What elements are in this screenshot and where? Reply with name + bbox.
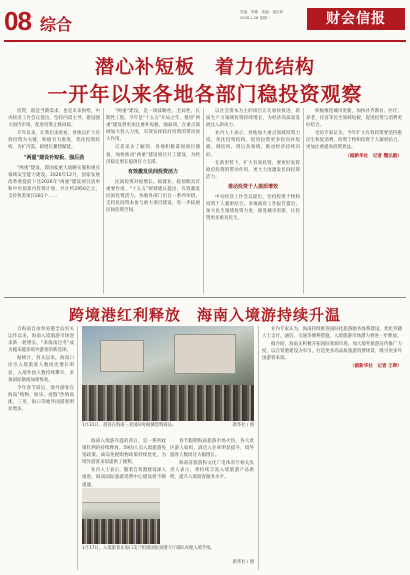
article1-col2-text [106, 108, 200, 214]
editor-line: 责编：李娜 美编：唐巨新 [240, 10, 284, 14]
paragraph: 海南省旅游和文化广电体育厅相关负责人表示，将持续丰富入境旅游产品供给，提升入境游客服务水平。 [170, 461, 254, 481]
paragraph: 受访专家认为，今年扩大有效投资要坚持惠民生和促消费、投资于物和投资于人紧密结合，更加注重提高投资效益。 [306, 131, 402, 151]
paragraph: 海南入境游升温的背后，是一系列政策红利的持续释放。59国人员入境旅游免签政策、离岛免税购物政策持续优化，为境外游客来琼提供了便利。 [82, 439, 166, 466]
ceiling-shape [82, 488, 160, 503]
paragraph: 记者采访了解到，各地积极谋划项目储备，加快推动"两重"建设项目开工建设，为经济稳定增长提供有力支撑。 [106, 145, 200, 165]
paragraph: 业内人士表示，各地加大重点领域投资力度，优化投资结构，促进投资更多投向补短板、调结构、增后劲领域，推动经济持续向好。 [206, 131, 300, 158]
photo2-caption: 1月17日，入境旅客在海口美兰机场国际到港大厅排队办理入境手续。 [82, 546, 215, 551]
column-divider [103, 108, 104, 294]
tourists-photo [82, 326, 254, 421]
subheading: "两重"建设补短板、强后劲 [23, 154, 85, 161]
paragraph: "两重"建设，即国家重大战略实施和重点领域安全能力建设。2026年12月，国家发展改革委提前下达2026年"两重"建设项目清单和中央预算内投资计划，共计约2950亿元，支持各类项目281个…… [8, 165, 100, 199]
masthead-logo: 财会信报 [307, 8, 405, 30]
article2-col1-text [8, 326, 74, 413]
article1-byline: （据新华社 记者 魏弘毅） [345, 153, 402, 159]
page-header [0, 0, 410, 44]
photo1-caption: 1月31日，游客在海南三亚国际免税城选购商品。 [82, 423, 177, 428]
paragraph: 业内人士表示，随着自贸港建设深入推进，海南国际旅游消费中心建设将不断提速。 [82, 468, 166, 488]
article1-col4-text [306, 108, 402, 160]
article1-column-3 [206, 108, 300, 294]
photo2-credit: 新华社 / 图 [232, 560, 254, 565]
building-shape [100, 340, 144, 372]
header-divider [4, 40, 406, 42]
editor-meta [240, 9, 283, 21]
main-subheadline: 一开年以来各地各部门稳投资观察 [47, 82, 363, 106]
article1-col3-text [206, 108, 300, 222]
article2-column-4 [262, 326, 402, 570]
article2-column-3 [170, 438, 254, 484]
paragraph: 中央经济工作会议提出，坚持投资于物和投资于人紧密结合。多地政府工作报告提出，加大民生领域投资力度，推进城市更新，让投资更多惠及民生。 [206, 194, 300, 222]
main-headline: 潜心补短板 着力优结构 [94, 56, 315, 78]
subheading: 推动投资于人提质增效 [227, 183, 278, 190]
paragraph: 今年春节前后，境外游客在海南"购物、娱乐、度假"热情高涨，三亚、海口等地外国游客明显增多。 [8, 385, 74, 413]
article2-col4-text [262, 326, 402, 370]
section-title: 综合 [40, 15, 73, 34]
date-line: 2026.1.28 星期一 [240, 16, 271, 20]
section-divider [4, 297, 406, 298]
article2-headline: 跨境港红利释放 海南入境游持续升温 [68, 306, 341, 324]
paragraph: 以社会资本为主的项目正在加快推进，新质生产力领域投资持续增长，为经济高质量发展注入新动力。 [206, 109, 300, 129]
paragraph: 在新形势下，扩大有效投资，要更好发挥政府投资的带动作用，更大力度激发民间投资活力。 [206, 160, 300, 180]
article1-column-2 [106, 108, 200, 294]
paragraph: 积极推进城市更新，加快补齐教育、医疗、养老、托育等民生领域短板，促进投资与消费更好结合。 [306, 109, 402, 129]
subheading: 有效激发民间投资活力 [127, 168, 178, 175]
paragraph: 据介绍，海南正积极开拓国际客源市场，加大境外旅游宣传推广力度，以自贸港建设为牵引，打造更多高品质旅游消费场景，吸引更多外国游客来琼。 [262, 342, 402, 362]
paragraph: 春节假期海南旅游市场火热，各大景区游人如织，酒店入住率明显提升，境外游客人数同比大幅增长。 [170, 439, 254, 459]
paragraph: "两重"建设，是一项战略性、全局性、长期性工程。今年是"十五五"开局之年，推进"两重"建设将更加注重补短板、强弱项，在重点领域加大投入力度，有效发挥政府投资的带动放大作用。 [106, 109, 200, 143]
column-divider [77, 326, 78, 570]
article1-column-4 [306, 108, 402, 294]
paragraph: 投资，既是当期需求，也是未来供给，中央经济工作会议提出，坚持内需主导，建设强大国内市场，促进投资止跌回稳。 [8, 109, 100, 129]
crowd-shape [82, 519, 160, 544]
crowd-shape [82, 385, 254, 421]
building-shape [174, 334, 236, 374]
paragraph: 业内专家认为，海南持续推进国际化旅游服务体系建设，优化外籍人士支付、通信、交通等便利措施，入境旅游市场潜力将进一步释放。 [262, 327, 402, 340]
article2-col3-text [170, 438, 254, 482]
column-divider [203, 108, 204, 294]
arrival-hall-photo [82, 488, 160, 544]
page-number: 08 [4, 6, 31, 36]
column-divider [258, 326, 259, 570]
article2-column-1 [8, 326, 74, 570]
paragraph: 开年以来，让我们来看看，各地以扩大有效投资为关键，积极有为推进，优化投资结构，为扩内需、稳增长蓄势赋能。 [8, 131, 100, 151]
paragraph: 自海南自由贸易港全岛封关运作以来，海南入境旅游市场迎来新一轮增长，"来海南过冬"成为越来越多境外游客的新选择。 [8, 327, 74, 354]
article2-byline: （据新华社 记者 王晖） [349, 364, 402, 370]
photo1-credit: 新华社 / 图 [232, 423, 254, 428]
article2-col2-text [82, 438, 166, 489]
paragraph: 民间投资对稳增长、稳就业、稳预期具有重要作用。"十五五"规划建议提出，有效激发民间投资活力。各地各部门出台一系列举措，支持民间资本参与重大项目建设，进一步拓展民间投资空间。 [106, 179, 200, 214]
article1-column-1 [8, 108, 100, 294]
column-divider [303, 108, 304, 294]
paragraph: 据统计，封关以来，海南口岸出入境旅客人数同比增长明显，入境外国人数持续攀升，多条国际航线加密恢复。 [8, 356, 74, 383]
article2-column-2 [82, 438, 166, 488]
article1-col1-text [8, 108, 100, 200]
